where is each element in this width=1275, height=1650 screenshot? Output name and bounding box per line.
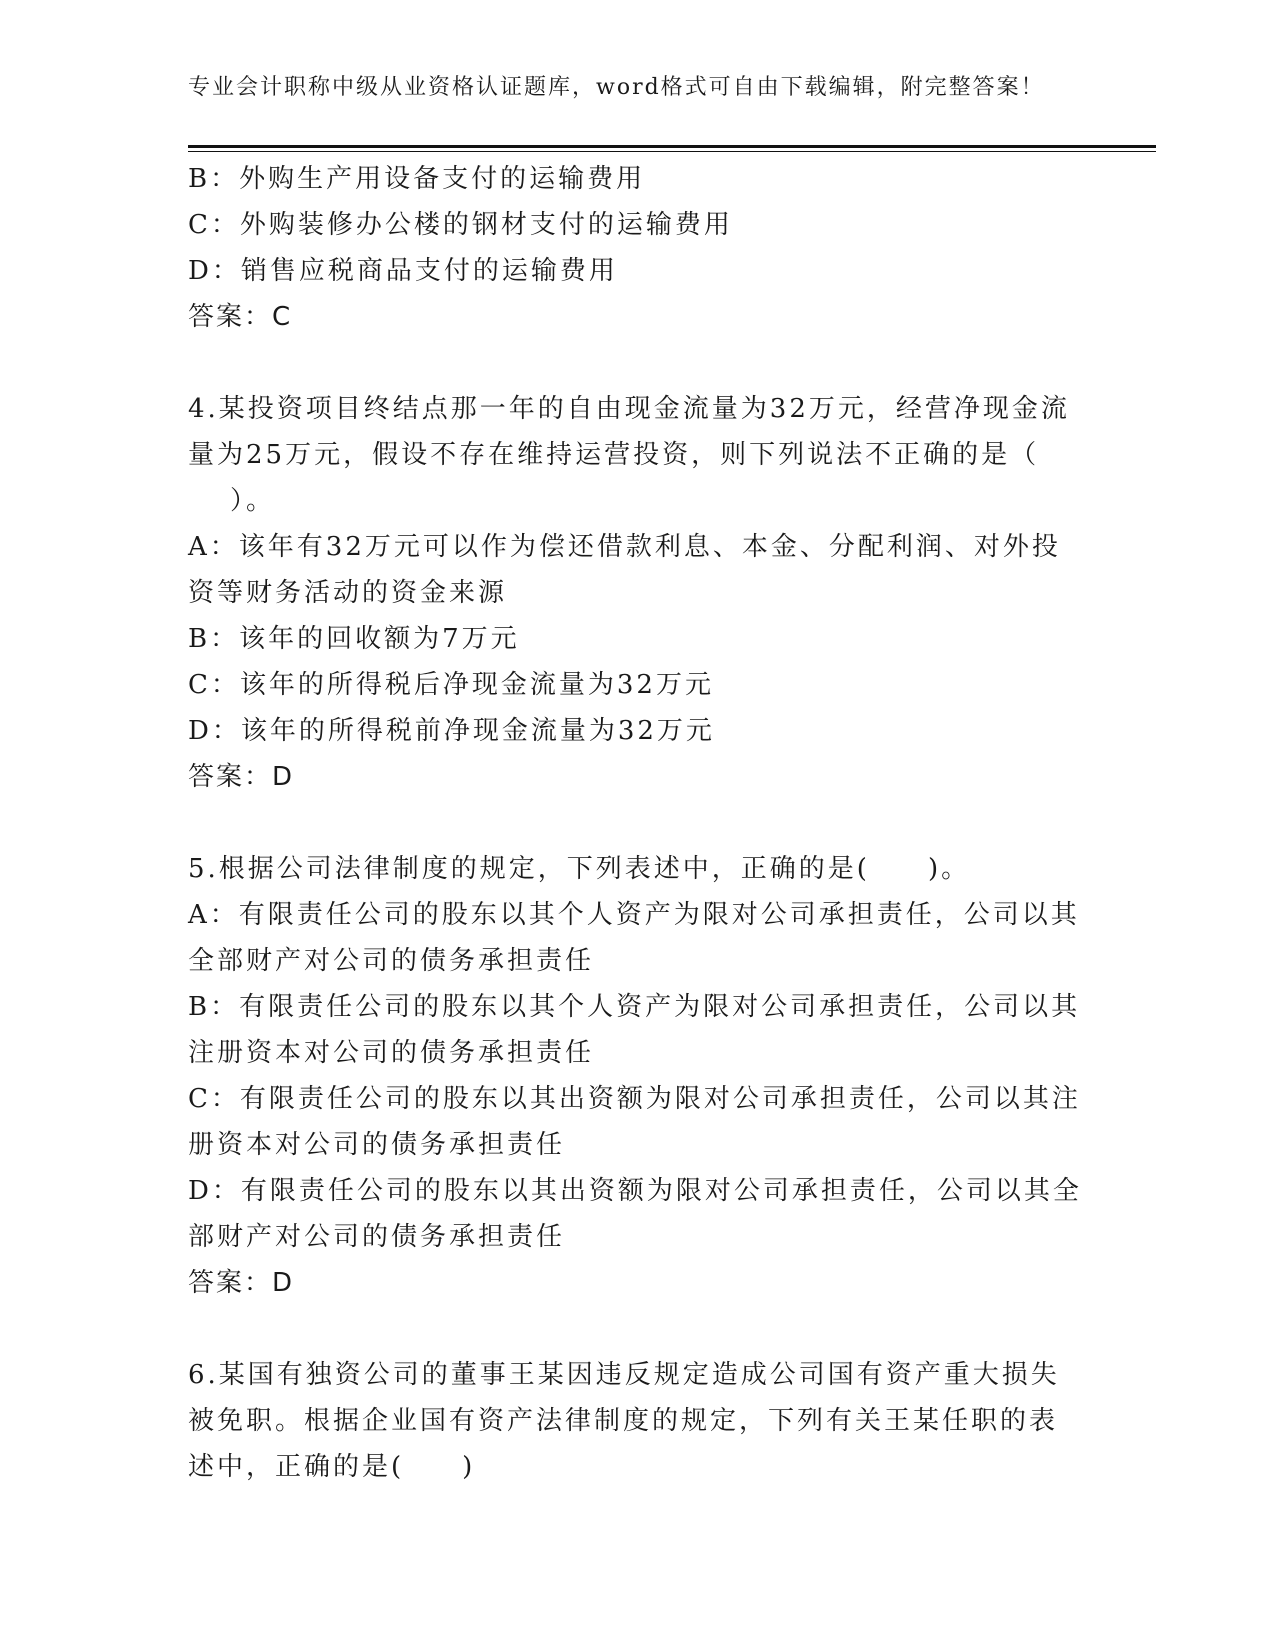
question-3	[188, 156, 1088, 340]
answer: 答案：C	[188, 302, 293, 332]
option-a-cont: 全部财产对公司的债务承担责任	[188, 946, 595, 976]
option-a: A：有限责任公司的股东以其个人资产为限对公司承担责任，公司以其	[188, 900, 1080, 930]
option-b: B：外购生产用设备支付的运输费用	[188, 164, 646, 194]
question-stem: 被免职。根据企业国有资产法律制度的规定，下列有关王某任职的表	[188, 1406, 1059, 1436]
option-d-cont: 部财产对公司的债务承担责任	[188, 1222, 566, 1252]
spacer	[188, 800, 1088, 846]
option-b-cont: 注册资本对公司的债务承担责任	[188, 1038, 595, 1068]
option-d: D：有限责任公司的股东以其出资额为限对公司承担责任，公司以其全	[188, 1176, 1082, 1206]
question-stem: 5.根据公司法律制度的规定，下列表述中，正确的是( )。	[188, 854, 971, 884]
option-c: C：有限责任公司的股东以其出资额为限对公司承担责任，公司以其注	[188, 1084, 1081, 1114]
page-header: 专业会计职称中级从业资格认证题库，word格式可自由下载编辑，附完整答案！	[188, 75, 1045, 100]
question-5	[188, 846, 1088, 1306]
question-stem: 量为25万元，假设不存在维持运营投资，则下列说法不正确的是（	[188, 440, 1040, 470]
spacer	[188, 1306, 1088, 1352]
answer: 答案：D	[188, 762, 295, 792]
option-c: C：外购装修办公楼的钢材支付的运输费用	[188, 210, 733, 240]
option-d: D：销售应税商品支付的运输费用	[188, 256, 618, 286]
spacer	[188, 340, 1088, 386]
option-c: C：该年的所得税后净现金流量为32万元	[188, 670, 714, 700]
option-c-cont: 册资本对公司的债务承担责任	[188, 1130, 566, 1160]
option-b: B：有限责任公司的股东以其个人资产为限对公司承担责任，公司以其	[188, 992, 1081, 1022]
header-rule-thin	[188, 151, 1156, 152]
question-4	[188, 386, 1088, 800]
option-a-cont: 资等财务活动的资金来源	[188, 578, 508, 608]
question-stem: 4.某投资项目终结点那一年的自由现金流量为32万元，经营净现金流	[188, 394, 1070, 424]
question-content	[188, 156, 1088, 1490]
header-rule-thick	[188, 145, 1156, 148]
question-stem: 述中，正确的是( )	[188, 1452, 476, 1482]
question-6	[188, 1352, 1088, 1490]
option-b: B：该年的回收额为7万元	[188, 624, 520, 654]
question-stem: ）。	[230, 486, 276, 516]
question-stem: 6.某国有独资公司的董事王某因违反规定造成公司国有资产重大损失	[188, 1360, 1060, 1390]
option-d: D：该年的所得税前净现金流量为32万元	[188, 716, 715, 746]
answer: 答案：D	[188, 1268, 295, 1298]
option-a: A：该年有32万元可以作为偿还借款利息、本金、分配利润、对外投	[188, 532, 1061, 562]
